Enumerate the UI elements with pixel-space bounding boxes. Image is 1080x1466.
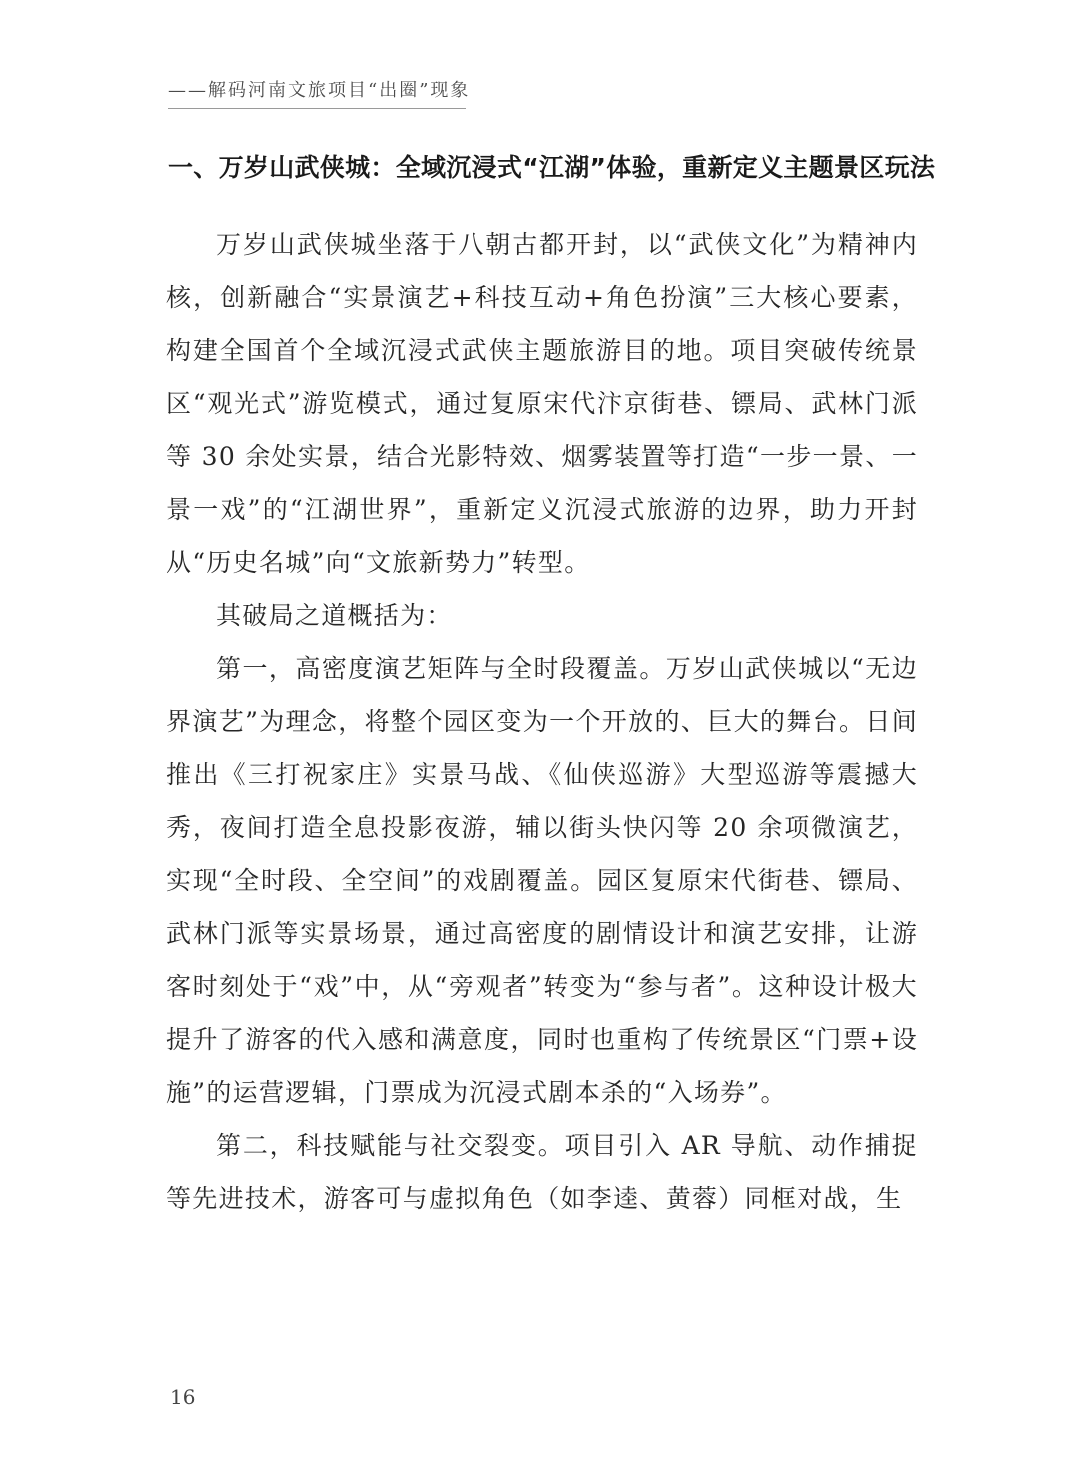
paragraph-summary-lead: 其破局之道概括为：	[216, 601, 453, 630]
paragraph-point-two: 第二，科技赋能与社交裂变。项目引入 AR 导航、动作捕捉等先进技术，游客可与虚拟角色（如李逵、黄蓉）同框对战，生	[166, 1131, 918, 1213]
header-rule	[168, 108, 466, 109]
running-header: ——解码河南文旅项目“出圈”现象	[168, 80, 471, 101]
page-number: 16	[170, 1385, 196, 1409]
section-heading: 一、万岁山武侠城：全域沉浸式“江湖”体验，重新定义主题景区玩法	[168, 153, 936, 182]
body-text	[166, 218, 918, 1225]
paragraph-point-one: 第一，高密度演艺矩阵与全时段覆盖。万岁山武侠城以“无边界演艺”为理念，将整个园区变为一个开放的、巨大的舞台。日间推出《三打祝家庄》实景马战、《仙侠巡游》大型巡游等震撼大秀，夜间打造全息投影夜游，辅以街头快闪等 20 余项微演艺，实现“全时段、全空间”的戏剧覆盖。园区复原宋代街巷、镖局、武林门派等实景场景，通过高密度的剧情设计和演艺安排，让游客时刻处于“戏”中，从“旁观者”转变为“参与者”。这种设计极大提升了游客的代入感和满意度，同时也重构了传统景区“门票+设施”的运营逻辑，门票成为沉浸式剧本杀的“入场券”。	[166, 654, 918, 1107]
paragraph-intro: 万岁山武侠城坐落于八朝古都开封，以“武侠文化”为精神内核，创新融合“实景演艺+科技互动+角色扮演”三大核心要素，构建全国首个全域沉浸式武侠主题旅游目的地。项目突破传统景区“观光式”游览模式，通过复原宋代汴京街巷、镖局、武林门派等 30 余处实景，结合光影特效、烟雾装置等打造“一步一景、一景一戏”的“江湖世界”，重新定义沉浸式旅游的边界，助力开封从“历史名城”向“文旅新势力”转型。	[166, 230, 918, 577]
